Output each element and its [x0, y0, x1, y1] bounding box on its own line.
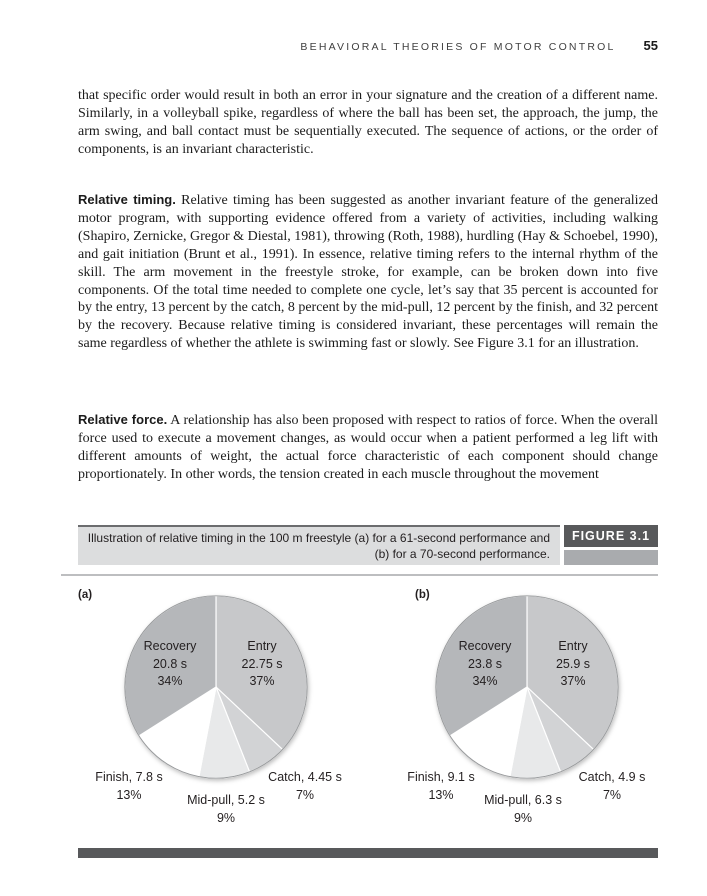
panel-a-tag: (a) — [78, 589, 93, 601]
pie-b-recovery-label: Recovery 23.8 s 34% — [458, 639, 512, 688]
relative-force-heading: Relative force. — [78, 412, 168, 427]
pie-a-finish-callout: Finish, 7.8 s 13% — [95, 770, 163, 802]
pie-a-entry-label: Entry 22.75 s 37% — [241, 639, 283, 688]
figure-caption-line2: (b) for a 70-second performance. — [374, 546, 550, 561]
figure-caption-line1: Illustration of relative timing in the 100 m freestyle (a) for a 61-second performance and — [87, 531, 550, 545]
figure-bottom-rule — [78, 848, 658, 858]
pie-a-midpull-callout: Mid-pull, 5.2 s 9% — [187, 793, 265, 825]
figure-caption — [78, 525, 560, 565]
page-number: 55 — [643, 38, 658, 53]
pie-a-catch-callout: Catch, 4.45 s 7% — [268, 770, 342, 802]
relative-timing-heading: Relative timing. — [78, 192, 176, 207]
pie-b-finish-callout: Finish, 9.1 s 13% — [407, 770, 475, 802]
relative-timing-text: Relative timing has been suggested as another invariant feature of the generalized motor program, with supporting evidence offered from a variety of activities, including walking (Shapiro, Zernicke, Gregor & Diestal, 1981), throwing (Roth, 1988), hurdling (Hay & Schoebel, 1990), and gait initiation (Brunt et al., 1991). In essence, relative timing refers to the internal rhythm of the skill. The arm movement in the freestyle stroke, for example, can be broken down into five components. Of the total time needed to complete one cycle, let’s say that 35 percent is accounted for by the entry, 13 percent by the catch, 8 percent by the mid-pull, 12 percent by the finish, and 32 percent by the recovery. Because relative timing is considered invariant, these percentages will remain the same regardless of whether the athlete is swimming fast or slowly. See Figure 3.1 for an illustration. — [78, 193, 659, 352]
pie-b-catch-callout: Catch, 4.9 s 7% — [578, 770, 646, 802]
running-header — [78, 38, 658, 53]
figure-header — [78, 525, 658, 567]
figure-number-badge: FIGURE 3.1 — [564, 525, 658, 547]
panel-b-tag: (b) — [415, 589, 430, 601]
pie-a-recovery-label: Recovery 20.8 s 34% — [143, 639, 197, 688]
pie-b-entry-label: Entry 25.9 s 37% — [555, 639, 591, 688]
relative-force-text: A relationship has also been proposed with respect to ratios of force. When the overall force used to execute a movement changes, as would occur when a patient performed a leg lift with different amounts of weight, the actual force characteristic of each component should change proportionately. In other words, the tension created in each muscle throughout the movement — [78, 413, 659, 482]
paragraph-invariant-order: that specific order would result in both an error in your signature and the creation of a different name. Similarly, in a volleyball spike, regardless of where the ball has been set, the approach, the jump, the arm swing, and ball contact must be sequentially executed. The sequence of actions, or the order of components, is an invariant characteristic. — [78, 88, 658, 157]
figure-top-divider — [61, 574, 658, 576]
paragraph-relative-force — [78, 411, 658, 484]
paragraph-relative-timing — [78, 191, 658, 353]
pie-b-midpull-callout: Mid-pull, 6.3 s 9% — [484, 793, 562, 825]
figure-badge-underblock — [564, 550, 658, 565]
running-title: BEHAVIORAL THEORIES OF MOTOR CONTROL — [300, 41, 616, 53]
figure-3-1 — [78, 523, 658, 873]
